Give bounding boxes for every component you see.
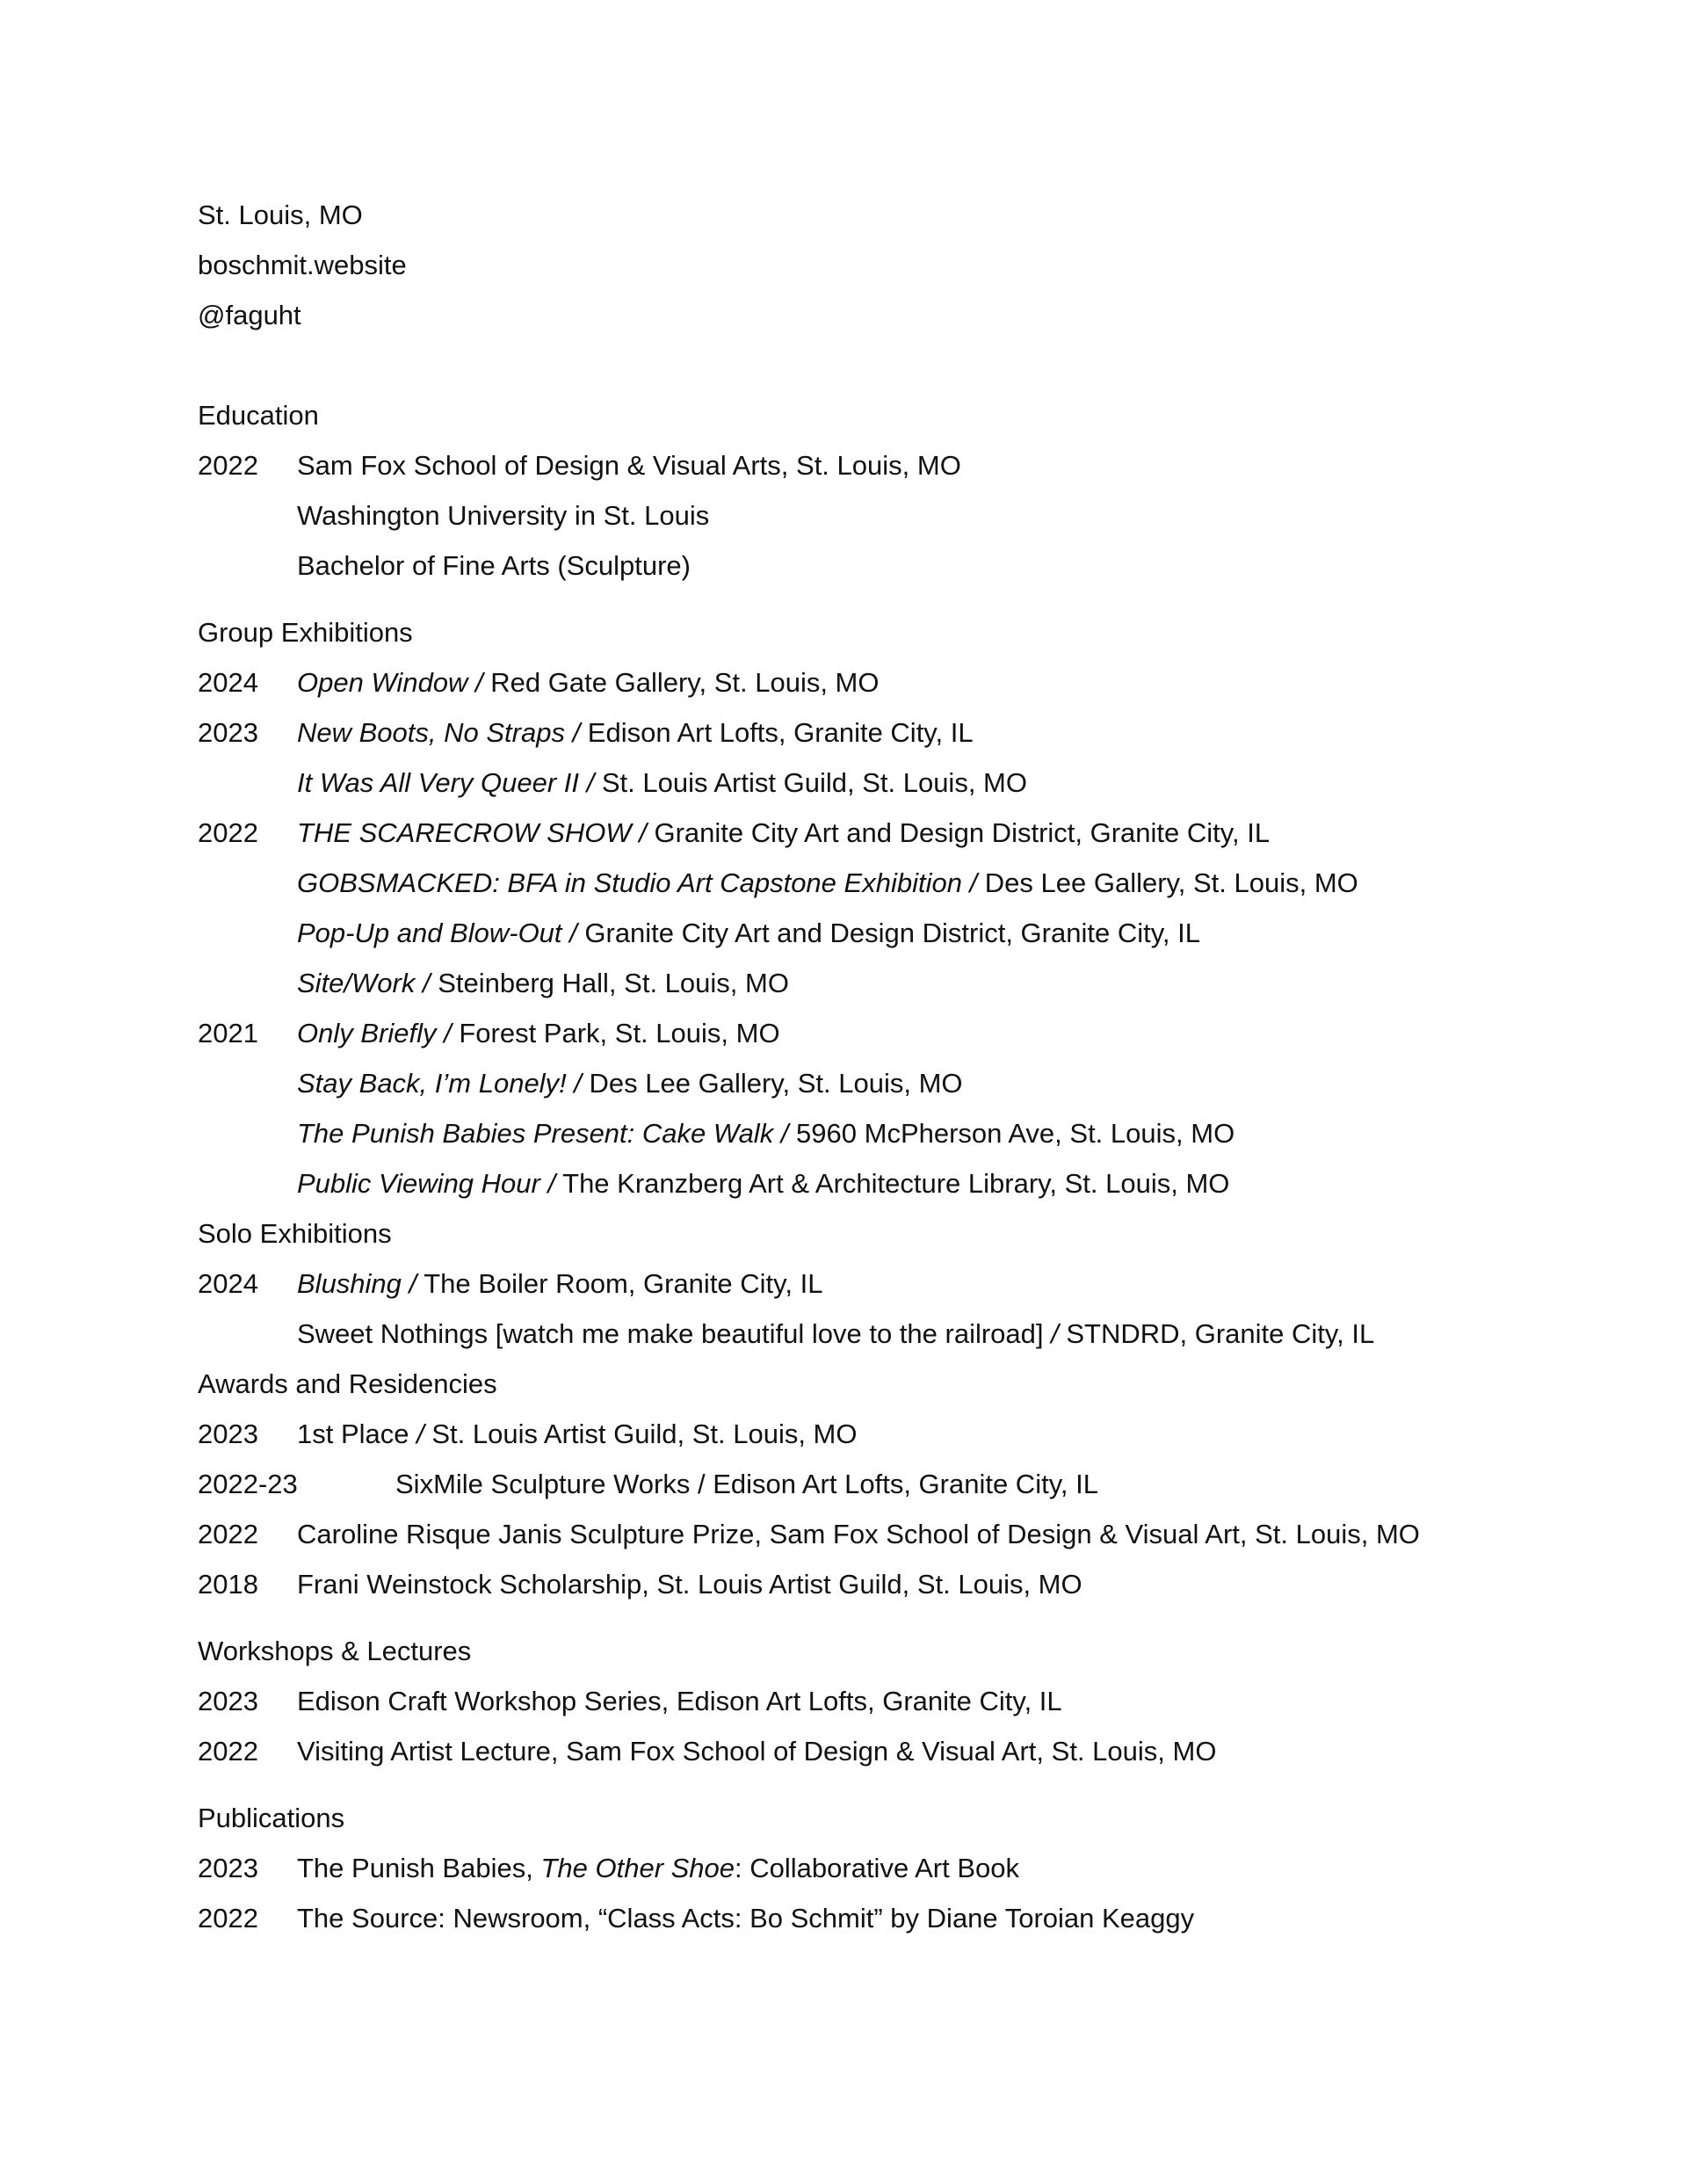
solo-exhibitions-heading: Solo Exhibitions: [198, 1218, 392, 1249]
exhibition-venue: Forest Park, St. Louis, MO: [451, 1018, 780, 1048]
award-title: SixMile Sculpture Works / Edison Art Lofts, Granite City, IL: [395, 1469, 1098, 1499]
contact-handle: @faguht: [198, 300, 301, 330]
group-exhibition-entry: [198, 908, 1516, 958]
award-title: 1st Place: [297, 1419, 409, 1449]
exhibition-venue: Edison Art Lofts, Granite City, IL: [580, 717, 974, 748]
entry-year: 2018: [198, 1569, 258, 1600]
group-exhibition-entry: [198, 1108, 1516, 1158]
award-entry: [198, 1459, 1516, 1509]
entry-year: 2022-23: [198, 1469, 298, 1499]
group-exhibitions-heading: Group Exhibitions: [198, 617, 413, 648]
award-entry: [198, 1509, 1516, 1559]
entry-year: 2022: [198, 817, 258, 848]
solo-exhibition-entry: [198, 1259, 1516, 1309]
separator: /: [1043, 1318, 1059, 1349]
publication-author: The Punish Babies,: [297, 1853, 541, 1883]
exhibition-venue: Red Gate Gallery, St. Louis, MO: [482, 667, 880, 698]
contact-location: St. Louis, MO: [198, 200, 363, 230]
exhibition-title: It Was All Very Queer II /: [297, 767, 595, 798]
group-exhibition-entry: [198, 707, 1516, 758]
exhibition-venue: STNDRD, Granite City, IL: [1058, 1318, 1375, 1349]
exhibition-venue: Granite City Art and Design District, Granite City, IL: [576, 918, 1200, 948]
entry-year: 2023: [198, 1419, 258, 1449]
exhibition-venue: St. Louis Artist Guild, St. Louis, MO: [594, 767, 1027, 798]
group-exhibition-entry: [198, 657, 1516, 707]
group-exhibition-entry: [198, 1008, 1516, 1058]
exhibition-title: Stay Back, I’m Lonely! /: [297, 1068, 582, 1099]
award-entry: [198, 1559, 1516, 1609]
publication-entry: [198, 1843, 1516, 1893]
publication-entry: [198, 1893, 1516, 1943]
exhibition-title: Only Briefly /: [297, 1018, 452, 1048]
contact-website[interactable]: boschmit.website: [198, 250, 407, 280]
awards-heading: Awards and Residencies: [198, 1368, 497, 1399]
education-degree: Bachelor of Fine Arts (Sculpture): [297, 550, 691, 581]
group-exhibition-entry: [198, 1058, 1516, 1108]
group-exhibition-entry: [198, 958, 1516, 1008]
entry-year: 2022: [198, 1519, 258, 1549]
group-exhibitions-list: [198, 657, 1516, 1208]
cv-page: [198, 190, 1516, 1943]
entry-year: 2021: [198, 1018, 258, 1048]
award-title: Caroline Risque Janis Sculpture Prize, Sam Fox School of Design & Visual Art, St. Louis, MO: [297, 1519, 1420, 1549]
workshop-title: Edison Craft Workshop Series, Edison Art Lofts, Granite City, IL: [297, 1686, 1062, 1716]
exhibition-title: The Punish Babies Present: Cake Walk /: [297, 1118, 789, 1149]
publication-title: The Other Shoe: [540, 1853, 735, 1883]
exhibition-title: Blushing /: [297, 1268, 417, 1299]
workshop-entry: [198, 1726, 1516, 1776]
exhibition-title: Open Window /: [297, 667, 483, 698]
publications-heading: Publications: [198, 1803, 345, 1833]
exhibition-title: Public Viewing Hour /: [297, 1168, 556, 1199]
solo-exhibition-entry: [198, 1309, 1516, 1359]
education-year: 2022: [198, 450, 258, 481]
exhibition-venue: Des Lee Gallery, St. Louis, MO: [977, 867, 1358, 898]
workshop-title: Visiting Artist Lecture, Sam Fox School of Design & Visual Art, St. Louis, MO: [297, 1736, 1217, 1767]
entry-year: 2023: [198, 1853, 258, 1883]
publication-description: : Collaborative Art Book: [735, 1853, 1019, 1883]
entry-year: 2023: [198, 717, 258, 748]
exhibition-title: Pop-Up and Blow-Out /: [297, 918, 577, 948]
entry-year: 2024: [198, 1268, 258, 1299]
publication-title: The Source: Newsroom, “Class Acts: Bo Schmit” by Diane Toroian Keaggy: [297, 1903, 1195, 1934]
education-university: Washington University in St. Louis: [297, 500, 710, 531]
entry-year: 2022: [198, 1736, 258, 1767]
education-school: Sam Fox School of Design & Visual Arts, St. Louis, MO: [297, 450, 961, 481]
exhibition-title: Sweet Nothings [watch me make beautiful love to the railroad]: [297, 1318, 1044, 1349]
entry-year: 2022: [198, 1903, 258, 1934]
education-heading: Education: [198, 400, 319, 431]
exhibition-title: Site/Work /: [297, 968, 431, 998]
entry-year: 2024: [198, 667, 258, 698]
exhibition-venue: The Kranzberg Art & Architecture Library, St. Louis, MO: [555, 1168, 1230, 1199]
exhibition-venue: Granite City Art and Design District, Granite City, IL: [646, 817, 1271, 848]
group-exhibition-entry: [198, 758, 1516, 808]
group-exhibition-entry: [198, 858, 1516, 908]
exhibition-venue: The Boiler Room, Granite City, IL: [416, 1268, 823, 1299]
separator: /: [409, 1419, 424, 1449]
entry-year: 2023: [198, 1686, 258, 1716]
award-entry: [198, 1409, 1516, 1459]
group-exhibition-entry: [198, 1158, 1516, 1208]
workshops-heading: Workshops & Lectures: [198, 1636, 472, 1666]
exhibition-venue: Des Lee Gallery, St. Louis, MO: [581, 1068, 963, 1099]
exhibition-title: New Boots, No Straps /: [297, 717, 581, 748]
workshop-entry: [198, 1676, 1516, 1726]
exhibition-title: THE SCARECROW SHOW /: [297, 817, 647, 848]
group-exhibition-entry: [198, 808, 1516, 858]
exhibition-venue: Steinberg Hall, St. Louis, MO: [430, 968, 789, 998]
award-org: St. Louis Artist Guild, St. Louis, MO: [424, 1419, 858, 1449]
education-entry: [198, 440, 1516, 490]
exhibition-title: GOBSMACKED: BFA in Studio Art Capstone Exhibition /: [297, 867, 978, 898]
exhibition-venue: 5960 McPherson Ave, St. Louis, MO: [788, 1118, 1235, 1149]
award-title: Frani Weinstock Scholarship, St. Louis Artist Guild, St. Louis, MO: [297, 1569, 1082, 1600]
